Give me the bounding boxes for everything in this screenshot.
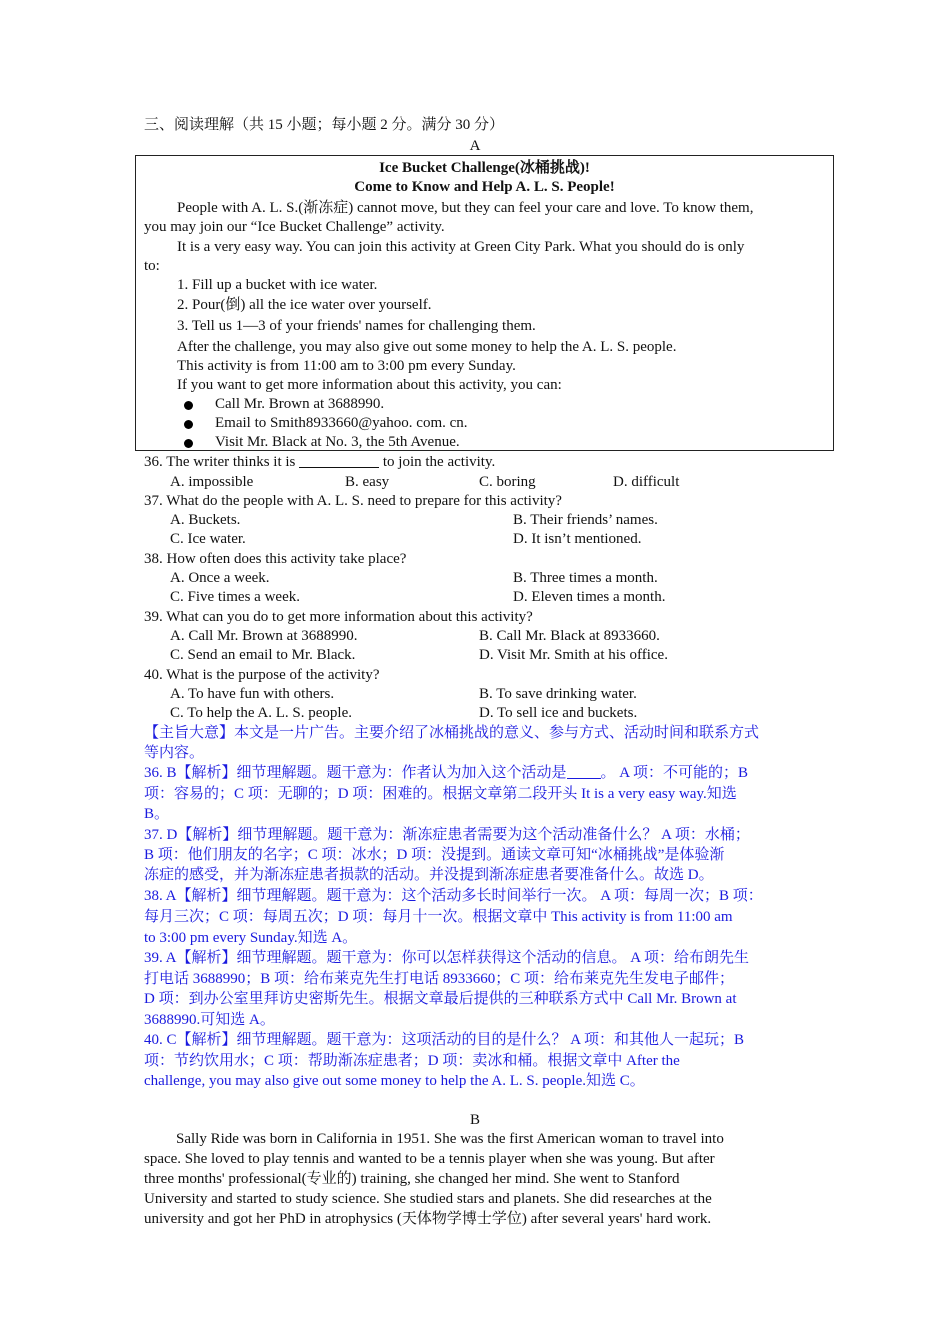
analysis-39: 39. A【解析】细节理解题。题干意为：你可以怎样获得这个活动的信息。 A 项：给布朗先生: [144, 950, 750, 966]
answer-blank: [299, 453, 379, 468]
analysis-36: [144, 763, 748, 783]
analysis-38: 38. A【解析】细节理解题。题干意为：这个活动多长时间举行一次。 A 项：每周一次；B 项：: [144, 888, 763, 904]
option-39-d: D. Visit Mr. Smith at his office.: [479, 647, 668, 663]
option-40-a: A. To have fun with others.: [170, 686, 335, 702]
analysis-37: 37. D【解析】细节理解题。题干意为：渐冻症患者需要为这个活动准备什么？ A 项：水桶；: [144, 827, 750, 843]
analysis-37-line-2: B 项：他们朋友的名字；C 项：冰水；D 项：没提到。通读文章可知“冰桶挑战”是体验渐: [144, 847, 725, 863]
bullet-icon: [184, 401, 193, 410]
option-36-d: D. difficult: [613, 474, 680, 490]
passage-b-line-1: Sally Ride was born in California in 1951. She was the first American woman to travel into: [176, 1131, 724, 1147]
ad-step-1: 1. Fill up a bucket with ice water.: [177, 277, 378, 293]
passage-b-label: B: [469, 1112, 480, 1128]
ad-subtitle: Come to Know and Help A. L. S. People!: [354, 179, 615, 195]
ad-after: After the challenge, you may also give out some money to help the A. L. S. people.: [177, 339, 677, 355]
passage-b-line-3: three months' professional(专业的) training, she changed her mind. She went to Stanford: [144, 1171, 680, 1187]
option-38-b: B. Three times a month.: [513, 570, 658, 586]
question-37: 37. What do the people with A. L. S. need to prepare for this activity?: [144, 493, 562, 509]
analysis-40-line-3: challenge, you may also give out some money to help the A. L. S. people.知选 C。: [144, 1073, 645, 1089]
question-36: [144, 452, 495, 472]
option-36-b: B. easy: [345, 474, 390, 490]
analysis-36-line-2: 项：容易的；C 项：无聊的；D 项：困难的。根据文章第二段开头 It is a very easy way.知选: [144, 786, 737, 802]
ad-paragraph-1-cont: you may join our “Ice Bucket Challenge” activity.: [144, 219, 445, 235]
option-38-d: D. Eleven times a month.: [513, 589, 666, 605]
ad-paragraph-1: People with A. L. S.(渐冻症) cannot move, but they can feel your care and love. To know them,: [177, 200, 754, 216]
analysis-40: 40. C【解析】细节理解题。题干意为：这项活动的目的是什么？ A 项：和其他人一起玩；B: [144, 1032, 745, 1048]
analysis-39-line-3: D 项：到办公室里拜访史密斯先生。根据文章最后提供的三种联系方式中 Call Mr. Brown at: [144, 991, 737, 1007]
ad-paragraph-2: It is a very easy way. You can join this activity at Green City Park. What you should do is only: [177, 239, 745, 255]
option-38-c: C. Five times a week.: [170, 589, 300, 605]
option-38-a: A. Once a week.: [170, 570, 270, 586]
ad-contact-1: Call Mr. Brown at 3688990.: [215, 396, 385, 412]
ad-title: Ice Bucket Challenge(冰桶挑战)!: [379, 160, 590, 176]
ad-step-2: 2. Pour(倒) all the ice water over yourself.: [177, 297, 432, 313]
analysis-40-line-2: 项：节约饮用水；C 项：帮助渐冻症患者；D 项：卖冰和桶。根据文章中 After the: [144, 1053, 680, 1069]
option-37-c: C. Ice water.: [170, 531, 246, 547]
ad-paragraph-2-cont: to:: [144, 258, 160, 274]
question-36-tail: to join the activity.: [382, 454, 496, 470]
ad-contact-3: Visit Mr. Black at No. 3, the 5th Avenue.: [215, 434, 460, 450]
ad-time: This activity is from 11:00 am to 3:00 pm every Sunday.: [177, 358, 516, 374]
bullet-icon: [184, 420, 193, 429]
question-38: 38. How often does this activity take place?: [144, 551, 407, 567]
analysis-36-line-3: B。: [144, 806, 170, 822]
passage-b-line-4: University and started to study science. She studied stars and planets. She did researches at the: [144, 1191, 712, 1207]
section-title: 三、阅读理解（共 15 小题；每小题 2 分。满分 30 分）: [144, 117, 505, 133]
option-39-a: A. Call Mr. Brown at 3688990.: [170, 628, 358, 644]
option-39-b: B. Call Mr. Black at 8933660.: [479, 628, 660, 644]
option-37-b: B. Their friends’ names.: [513, 512, 658, 528]
analysis-36-text: 36. B【解析】细节理解题。题干意为：作者认为加入这个活动是: [144, 765, 567, 781]
ad-step-3: 3. Tell us 1—3 of your friends' names for challenging them.: [177, 318, 536, 334]
option-40-b: B. To save drinking water.: [479, 686, 637, 702]
ad-contact-2: Email to Smith8933660@yahoo. com. cn.: [215, 415, 468, 431]
option-36-c: C. boring: [479, 474, 536, 490]
option-37-d: D. It isn’t mentioned.: [513, 531, 642, 547]
bullet-icon: [184, 439, 193, 448]
analysis-main-idea-cont: 等内容。: [144, 745, 205, 761]
analysis-39-line-2: 打电话 3688990；B 项：给布莱克先生打电话 8933660；C 项：给布莱克先生发电子邮件；: [144, 971, 735, 987]
ad-more: If you want to get more information about this activity, you can:: [177, 377, 562, 393]
option-40-c: C. To help the A. L. S. people.: [170, 705, 352, 721]
option-36-a: A. impossible: [170, 474, 254, 490]
analysis-39-line-4: 3688990.可知选 A。: [144, 1012, 275, 1028]
question-40: 40. What is the purpose of the activity?: [144, 667, 380, 683]
analysis-38-line-2: 每月三次；C 项：每周五次；D 项：每月十一次。根据文章中 This activity is from 11:00 am: [144, 909, 733, 925]
passage-a-label: A: [469, 138, 481, 154]
question-36-stem: 36. The writer thinks it is: [144, 454, 296, 470]
option-37-a: A. Buckets.: [170, 512, 241, 528]
passage-b-line-5: university and got her PhD in atrophysics (天体物学博士学位) after several years' hard work.: [144, 1211, 712, 1227]
option-40-d: D. To sell ice and buckets.: [479, 705, 638, 721]
answer-blank: [567, 764, 601, 779]
ad-box: [135, 155, 834, 451]
option-39-c: C. Send an email to Mr. Black.: [170, 647, 356, 663]
question-39: 39. What can you do to get more information about this activity?: [144, 609, 533, 625]
analysis-37-line-3: 冻症的感受，并为渐冻症患者损款的活动。并没提到渐冻症患者要准备什么。故选 D。: [144, 867, 714, 883]
analysis-38-line-3: to 3:00 pm every Sunday.知选 A。: [144, 930, 358, 946]
passage-b-line-2: space. She loved to play tennis and wanted to be a tennis player when she was young. But after: [144, 1151, 715, 1167]
analysis-36-text-cont: 。 A 项：不可能的；B: [600, 765, 749, 781]
analysis-main-idea: 【主旨大意】本文是一片广告。主要介绍了冰桶挑战的意义、参与方式、活动时间和联系方式: [144, 725, 760, 741]
